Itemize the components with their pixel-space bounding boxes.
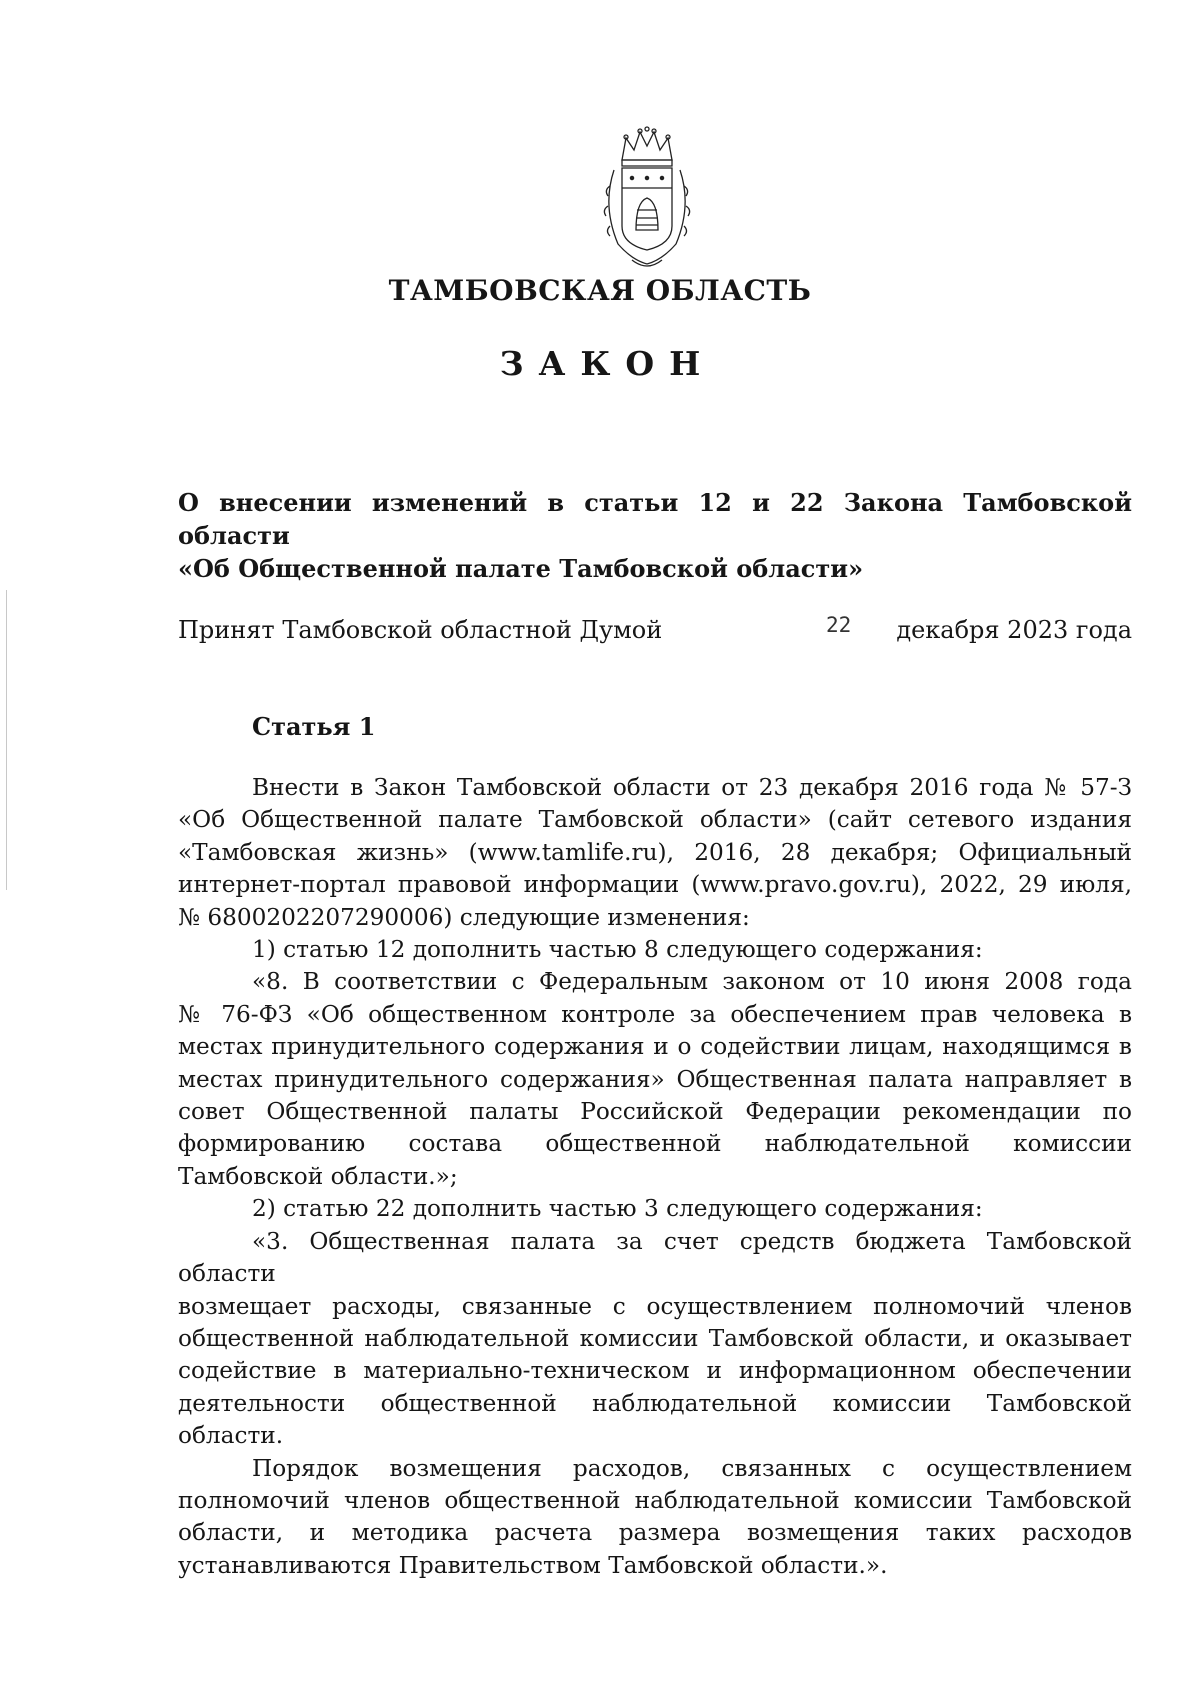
quoted-text-continuation	[178, 999, 1132, 1193]
text-line: области, и методика расчета размера возмещения таких расходов	[178, 1519, 1132, 1547]
text-line: содействие в материально-техническом и информационном обеспечении	[178, 1357, 1132, 1385]
paragraph	[178, 1453, 1132, 1485]
list-item	[178, 934, 1132, 966]
text-line: Внести в Закон Тамбовской области от 23 декабря 2016 года № 57-З	[252, 774, 1132, 801]
scan-edge-mark	[6, 590, 7, 890]
article-heading: Статья 1	[252, 712, 376, 741]
text-line: возмещает расходы, связанные с осуществлением полномочий членов	[178, 1292, 1132, 1320]
text-line: общественной наблюдательной комиссии Тамбовской области, и оказывает	[178, 1324, 1132, 1352]
paragraph-continuation	[178, 1485, 1132, 1582]
paragraph	[178, 772, 1132, 804]
text-line: полномочий членов общественной наблюдательной комиссии Тамбовской	[178, 1486, 1132, 1514]
paragraph-continuation	[178, 804, 1132, 934]
text-line: Порядок возмещения расходов, связанных с осуществлением	[252, 1454, 1132, 1482]
text-line: «Об Общественной палате Тамбовской области» (сайт сетевого издания	[178, 806, 1132, 834]
text-line: № 6800202207290006) следующие изменения:	[178, 903, 750, 931]
adoption-line	[178, 614, 1132, 646]
text-line: формированию состава общественной наблюдательной комиссии	[178, 1130, 1132, 1158]
quoted-text	[178, 966, 1132, 998]
adopted-by: Принят Тамбовской областной Думой	[178, 616, 663, 644]
text-line: 2) статью 22 дополнить частью 3 следующего содержания:	[252, 1195, 983, 1223]
article-body	[178, 772, 1132, 1582]
text-line: совет Общественной палаты Российской Федерации рекомендации по	[178, 1098, 1132, 1126]
law-title-line: О внесении изменений в статьи 12 и 22 Закона Тамбовской области	[178, 488, 1132, 550]
text-line: деятельности общественной наблюдательной комиссии Тамбовской области.	[178, 1389, 1132, 1450]
text-line: «Тамбовская жизнь» (www.tamlife.ru), 2016, 28 декабря; Официальный	[178, 838, 1132, 866]
text-line: устанавливаются Правительством Тамбовской области.».	[178, 1551, 888, 1579]
quoted-text	[178, 1226, 1132, 1291]
document-type: ЗАКОН	[499, 344, 716, 383]
list-item	[178, 1193, 1132, 1225]
text-line: «8. В соответствии с Федеральным законом от 10 июня 2008 года	[252, 968, 1132, 996]
text-line: Тамбовской области.»;	[178, 1162, 458, 1190]
law-title	[178, 486, 1132, 585]
adoption-date: декабря 2023 года	[896, 616, 1132, 644]
text-line: 1) статью 12 дополнить частью 8 следующего содержания:	[252, 936, 983, 964]
quoted-text-continuation	[178, 1291, 1132, 1453]
adoption-day: 22	[826, 613, 852, 637]
text-line: интернет-портал правовой информации (www.pravo.gov.ru), 2022, 29 июля,	[178, 871, 1132, 899]
text-line: «3. Общественная палата за счет средств бюджета Тамбовской области	[178, 1227, 1132, 1288]
text-line: № 76-ФЗ «Об общественном контроле за обеспечением прав человека в	[178, 1000, 1132, 1028]
text-line: местах принудительного содержания» Общественная палата направляет в	[178, 1065, 1132, 1093]
region-name: ТАМБОВСКАЯ ОБЛАСТЬ	[388, 274, 812, 307]
law-title-line: «Об Общественной палате Тамбовской области»	[178, 554, 864, 583]
text-line: местах принудительного содержания и о содействии лицам, находящимся в	[178, 1033, 1132, 1061]
coat-of-arms-emblem	[592, 126, 702, 272]
